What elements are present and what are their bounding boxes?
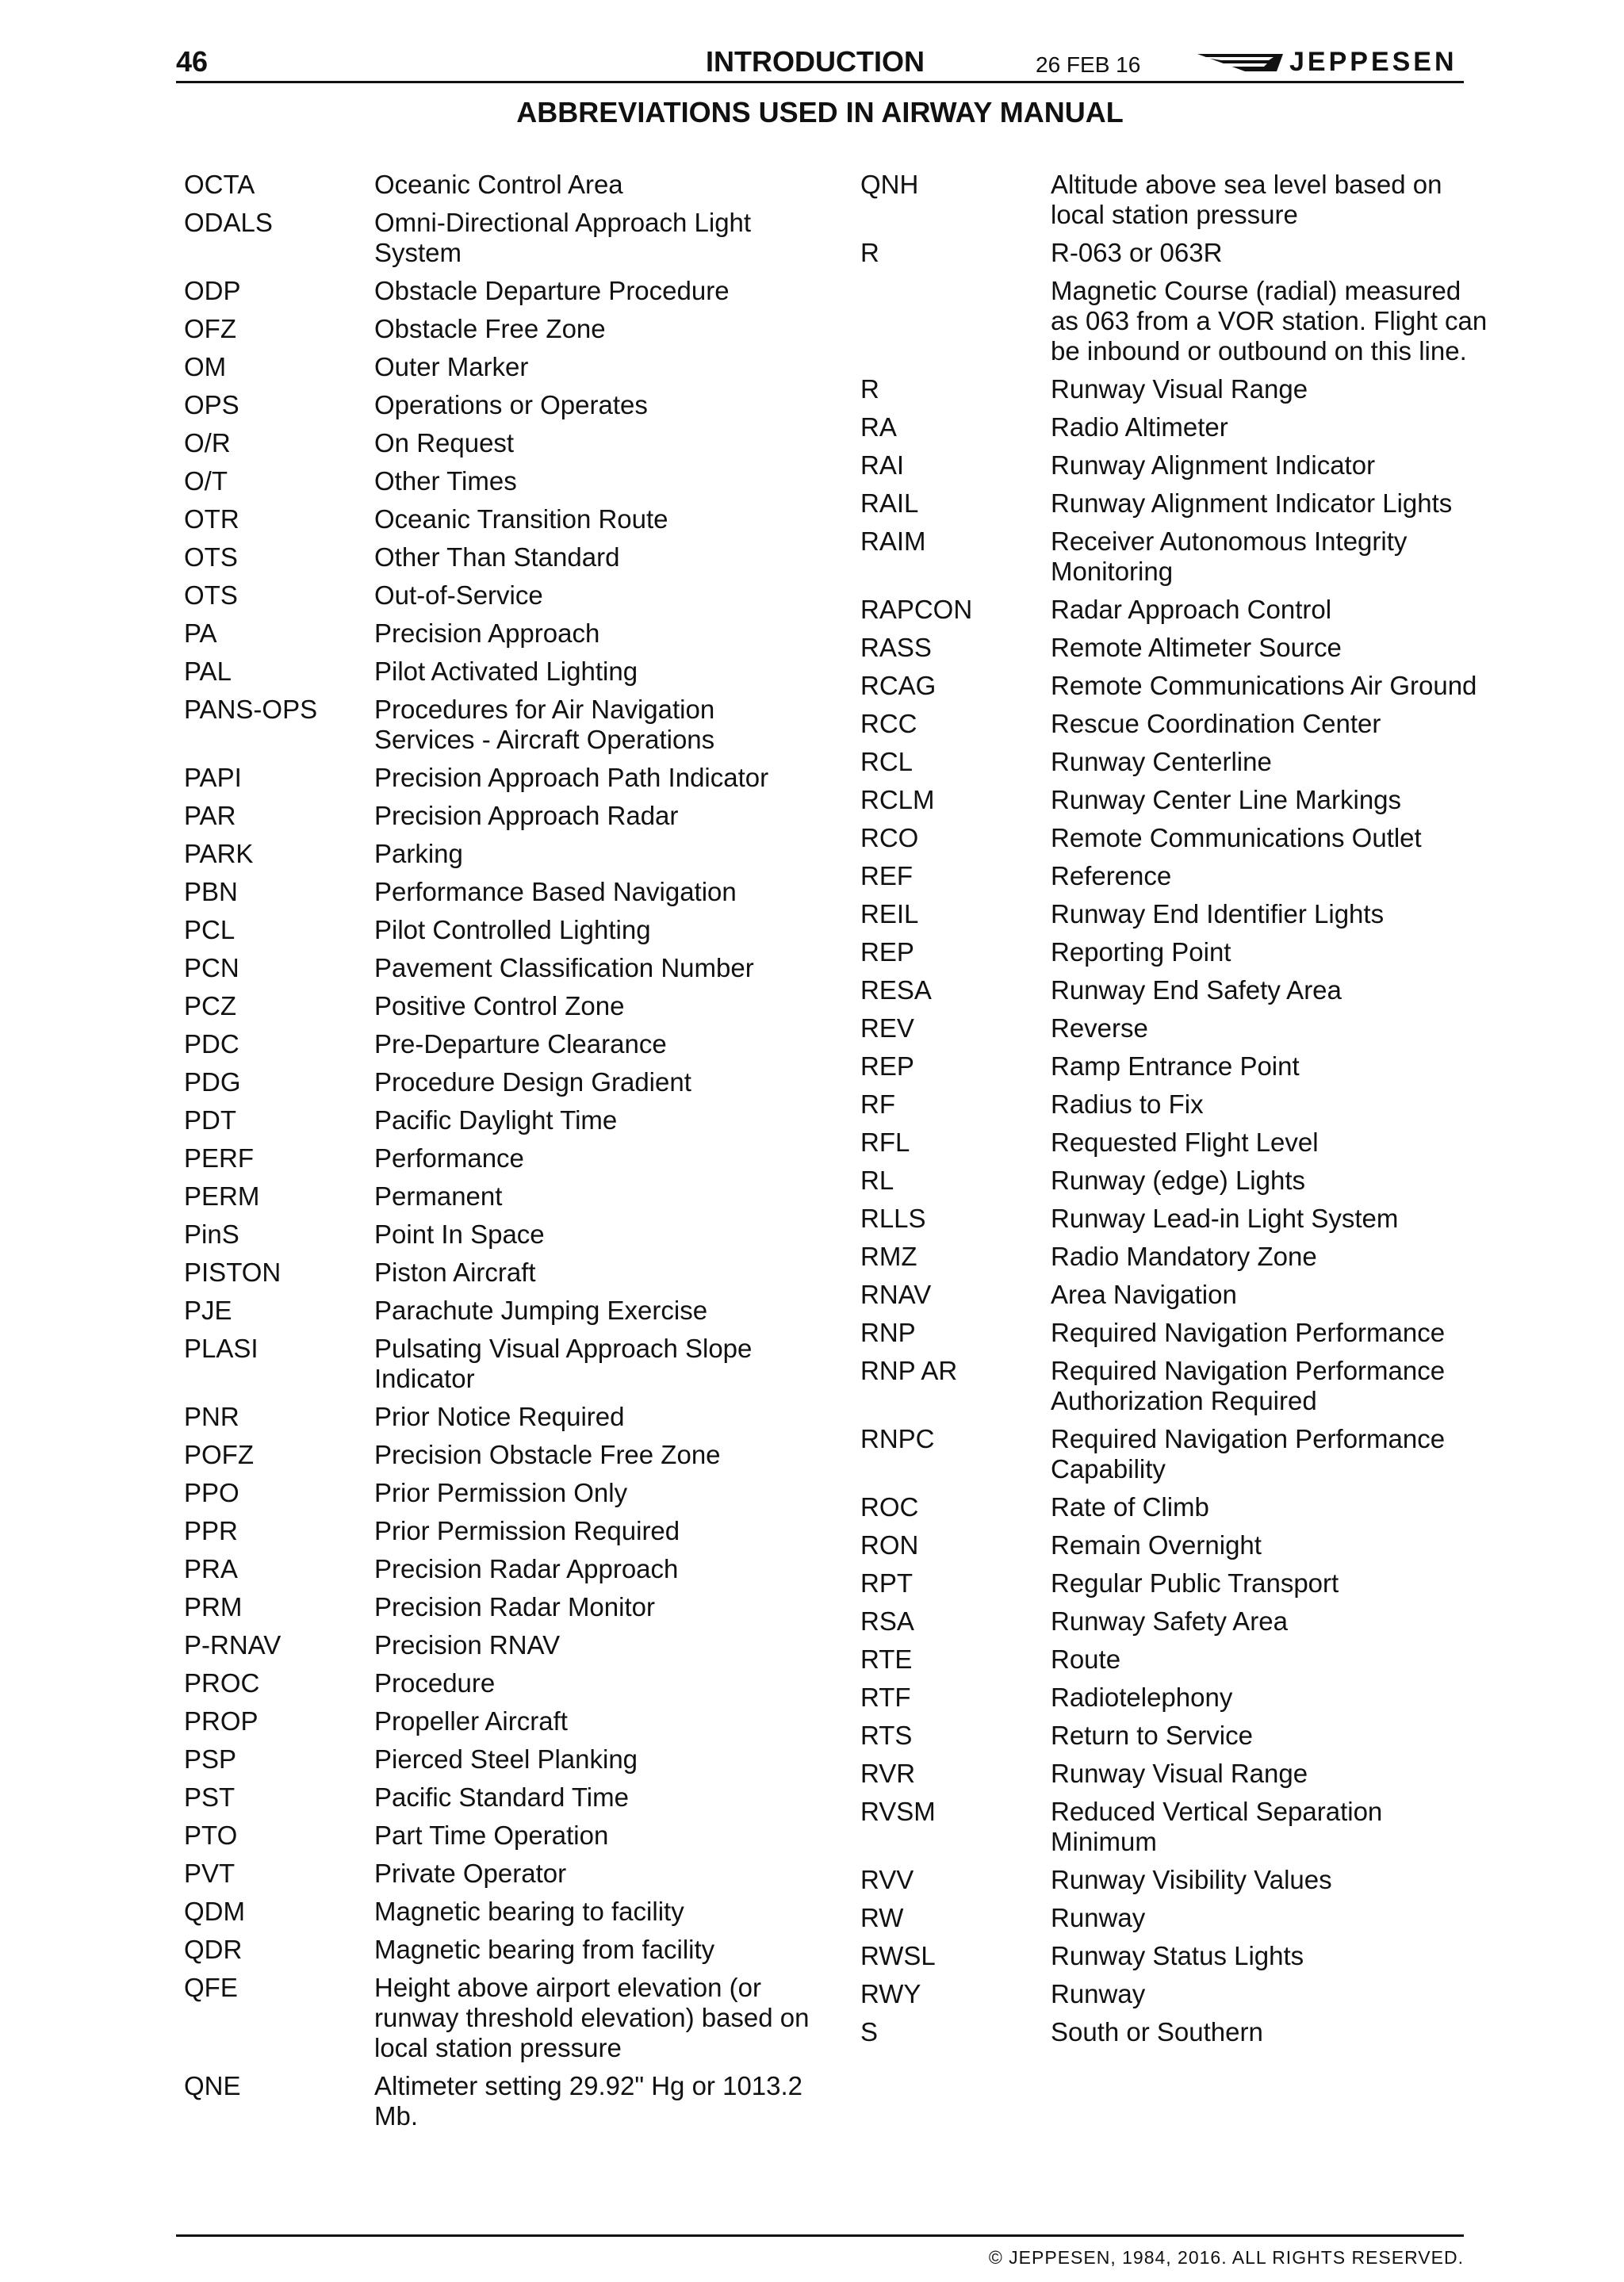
abbreviation-definition: Runway Alignment Indicator	[1051, 450, 1376, 480]
abbreviation-term: OTR	[184, 504, 239, 534]
logo-text: JEPPESEN	[1289, 47, 1457, 77]
abbreviation-term: PROP	[184, 1706, 259, 1736]
abbreviation-row	[184, 1440, 818, 1470]
abbreviation-term: PTO	[184, 1821, 238, 1850]
abbreviation-definition: Area Navigation	[1051, 1280, 1237, 1309]
abbreviation-row	[860, 1865, 1495, 1895]
abbreviation-definition: Parking	[374, 839, 463, 868]
abbreviation-row	[184, 1105, 818, 1135]
abbreviation-row	[184, 1258, 818, 1288]
section-title: INTRODUCTION	[706, 45, 925, 78]
abbreviation-term: OFZ	[184, 314, 236, 343]
abbreviation-definition: Propeller Aircraft	[374, 1706, 568, 1736]
abbreviation-definition: Radar Approach Control	[1051, 595, 1332, 624]
abbreviation-definition: Pacific Daylight Time	[374, 1105, 618, 1135]
abbreviation-row	[184, 1402, 818, 1432]
abbreviation-term: PAPI	[184, 763, 242, 792]
abbreviation-term: RVV	[860, 1865, 914, 1894]
abbreviation-row	[184, 1219, 818, 1250]
abbreviation-row	[860, 1356, 1495, 1416]
abbreviation-definition: Magnetic Course (radial) measured as 063 from a VOR station. Flight can be inbound or outbound on this line.	[1051, 276, 1488, 366]
abbreviation-term: PAL	[184, 657, 232, 686]
abbreviation-term: PLASI	[184, 1334, 259, 1363]
abbreviation-definition: Runway Center Line Markings	[1051, 785, 1402, 814]
abbreviation-definition: Radiotelephony	[1051, 1683, 1233, 1712]
abbreviation-term: REF	[860, 861, 913, 890]
right-column	[860, 170, 1495, 2055]
abbreviation-term: QNE	[184, 2071, 241, 2100]
abbreviation-term: RNP AR	[860, 1356, 958, 1385]
abbreviation-row	[184, 1782, 818, 1813]
abbreviation-definition: R-063 or 063R	[1051, 238, 1223, 267]
abbreviation-row	[184, 1859, 818, 1889]
abbreviation-term: PCN	[184, 953, 239, 982]
abbreviation-row	[184, 915, 818, 945]
revision-date: 26 FEB 16	[1036, 52, 1141, 77]
abbreviation-term: RCLM	[860, 785, 935, 814]
abbreviation-definition: Radius to Fix	[1051, 1089, 1204, 1119]
abbreviation-term: RL	[860, 1166, 894, 1195]
abbreviation-row	[860, 1166, 1495, 1196]
abbreviation-row	[860, 937, 1495, 967]
abbreviation-term: PPO	[184, 1478, 239, 1507]
abbreviation-row	[860, 1204, 1495, 1234]
abbreviation-row	[184, 1181, 818, 1212]
header-rule	[176, 81, 1464, 83]
abbreviation-row	[860, 861, 1495, 891]
abbreviation-definition: Runway (edge) Lights	[1051, 1166, 1306, 1195]
abbreviation-row	[860, 1089, 1495, 1120]
abbreviation-row	[860, 975, 1495, 1005]
abbreviation-term: PANS-OPS	[184, 695, 318, 724]
abbreviation-term: P-RNAV	[184, 1630, 282, 1660]
abbreviation-row	[184, 1592, 818, 1622]
abbreviation-row	[184, 1554, 818, 1584]
abbreviation-row	[184, 1706, 818, 1736]
abbreviation-definition: Procedure Design Gradient	[374, 1067, 691, 1097]
abbreviation-row	[184, 1897, 818, 1927]
abbreviation-term: PDG	[184, 1067, 241, 1097]
abbreviation-definition: Reporting Point	[1051, 937, 1231, 967]
abbreviation-row	[860, 785, 1495, 815]
abbreviation-term: R	[860, 374, 879, 404]
abbreviation-definition: South or Southern	[1051, 2017, 1263, 2047]
abbreviation-definition: Runway Visual Range	[1051, 374, 1308, 404]
abbreviation-definition: Required Navigation Performance Authorization Required	[1051, 1356, 1446, 1415]
abbreviation-definition: Runway Centerline	[1051, 747, 1272, 776]
abbreviation-term: PERM	[184, 1181, 260, 1211]
abbreviation-definition: Obstacle Departure Procedure	[374, 276, 730, 305]
abbreviation-row	[860, 1530, 1495, 1560]
abbreviation-definition: Runway Visual Range	[1051, 1759, 1308, 1788]
abbreviation-definition: Required Navigation Performance	[1051, 1318, 1446, 1347]
abbreviation-definition: Remote Communications Air Ground	[1051, 671, 1477, 700]
abbreviation-definition: Rescue Coordination Center	[1051, 709, 1381, 738]
abbreviation-definition: On Request	[374, 428, 515, 458]
abbreviation-term: OCTA	[184, 170, 255, 199]
abbreviation-term: RAPCON	[860, 595, 973, 624]
abbreviation-definition: Runway Lead-in Light System	[1051, 1204, 1399, 1233]
abbreviation-row	[184, 314, 818, 344]
abbreviation-row	[860, 374, 1495, 404]
abbreviation-definition: Pilot Activated Lighting	[374, 657, 638, 686]
abbreviation-term: PAR	[184, 801, 236, 830]
abbreviation-definition: Pilot Controlled Lighting	[374, 915, 651, 944]
abbreviation-row	[860, 1013, 1495, 1043]
abbreviation-definition: Required Navigation Performance Capability	[1051, 1424, 1446, 1484]
abbreviation-row	[184, 1630, 818, 1660]
abbreviation-term: RFL	[860, 1128, 910, 1157]
jeppesen-logo	[1197, 44, 1464, 79]
abbreviation-term: O/R	[184, 428, 231, 458]
abbreviation-row	[184, 542, 818, 572]
abbreviation-term: RTS	[860, 1721, 913, 1750]
abbreviation-definition: Reduced Vertical Separation Minimum	[1051, 1797, 1383, 1856]
abbreviation-definition: Rate of Climb	[1051, 1492, 1209, 1522]
abbreviation-row	[860, 747, 1495, 777]
abbreviation-definition: Permanent	[374, 1181, 503, 1211]
abbreviation-definition: Runway Visibility Values	[1051, 1865, 1332, 1894]
page-header	[176, 43, 1464, 81]
abbreviation-term: PCZ	[184, 991, 236, 1020]
abbreviation-term: OTS	[184, 542, 238, 572]
abbreviation-definition: Other Than Standard	[374, 542, 620, 572]
abbreviation-term: PARK	[184, 839, 254, 868]
abbreviation-definition: Return to Service	[1051, 1721, 1253, 1750]
abbreviation-definition: Runway Status Lights	[1051, 1941, 1304, 1970]
abbreviation-term: RAI	[860, 450, 905, 480]
abbreviation-term: OPS	[184, 390, 239, 419]
footer-rule	[176, 2234, 1464, 2237]
abbreviation-term: O/T	[184, 466, 228, 496]
abbreviation-term: RLLS	[860, 1204, 926, 1233]
abbreviation-row	[184, 276, 818, 306]
abbreviation-definition: Part Time Operation	[374, 1821, 609, 1850]
abbreviation-definition: Precision Approach Radar	[374, 801, 679, 830]
abbreviation-term: RASS	[860, 633, 932, 662]
abbreviation-row	[860, 170, 1495, 230]
abbreviation-row	[860, 1051, 1495, 1082]
abbreviation-row	[184, 1821, 818, 1851]
abbreviation-definition: Pre-Departure Clearance	[374, 1029, 667, 1059]
abbreviation-definition: Out-of-Service	[374, 580, 543, 610]
abbreviation-definition: Precision RNAV	[374, 1630, 561, 1660]
abbreviation-definition: Obstacle Free Zone	[374, 314, 606, 343]
abbreviation-term: ROC	[860, 1492, 919, 1522]
abbreviation-row	[184, 1744, 818, 1775]
abbreviation-term: RVSM	[860, 1797, 936, 1826]
abbreviation-row	[184, 352, 818, 382]
abbreviation-row	[860, 633, 1495, 663]
abbreviation-term: OM	[184, 352, 227, 381]
abbreviation-term: RCC	[860, 709, 917, 738]
abbreviation-row	[184, 504, 818, 534]
abbreviation-row	[184, 991, 818, 1021]
abbreviation-row	[860, 595, 1495, 625]
abbreviation-definition: Private Operator	[374, 1859, 567, 1888]
abbreviation-definition: Performance Based Navigation	[374, 877, 737, 906]
abbreviation-term: RON	[860, 1530, 919, 1560]
abbreviation-term: RNAV	[860, 1280, 932, 1309]
abbreviation-term: PNR	[184, 1402, 239, 1431]
abbreviation-row	[860, 1424, 1495, 1484]
abbreviation-term: RAIM	[860, 526, 926, 556]
abbreviation-row	[184, 695, 818, 755]
abbreviation-term: RA	[860, 412, 897, 442]
abbreviation-term: PISTON	[184, 1258, 282, 1287]
abbreviation-definition: Ramp Entrance Point	[1051, 1051, 1300, 1081]
abbreviation-term: R	[860, 238, 879, 267]
abbreviation-term: RPT	[860, 1568, 913, 1598]
abbreviation-term: POFZ	[184, 1440, 254, 1469]
abbreviation-definition: Precision Approach	[374, 618, 600, 648]
abbreviation-term: RCAG	[860, 671, 936, 700]
page-number: 46	[176, 45, 209, 78]
abbreviation-term: QFE	[184, 1973, 238, 2002]
abbreviation-definition: Altitude above sea level based on local station pressure	[1051, 170, 1442, 229]
abbreviation-term: PDC	[184, 1029, 239, 1059]
abbreviation-row	[860, 2017, 1495, 2047]
abbreviation-definition: Remote Altimeter Source	[1051, 633, 1342, 662]
abbreviation-term: PDT	[184, 1105, 236, 1135]
abbreviation-term: REIL	[860, 899, 919, 928]
abbreviation-term: QDR	[184, 1935, 243, 1964]
abbreviation-definition: Parachute Jumping Exercise	[374, 1296, 708, 1325]
abbreviation-term: PRA	[184, 1554, 238, 1583]
abbreviation-row	[184, 580, 818, 611]
abbreviation-definition: Altimeter setting 29.92" Hg or 1013.2 Mb.	[374, 2071, 803, 2131]
abbreviation-row	[860, 238, 1495, 268]
abbreviation-row	[184, 1973, 818, 2063]
abbreviation-term: RWSL	[860, 1941, 936, 1970]
abbreviation-row	[860, 1492, 1495, 1522]
abbreviation-definition: Reverse	[1051, 1013, 1148, 1043]
abbreviation-term: RF	[860, 1089, 895, 1119]
abbreviation-term: RCL	[860, 747, 914, 776]
abbreviation-row	[184, 657, 818, 687]
abbreviation-term: ODP	[184, 276, 241, 305]
abbreviation-definition: Operations or Operates	[374, 390, 648, 419]
abbreviation-definition: Outer Marker	[374, 352, 529, 381]
abbreviation-definition: Radio Altimeter	[1051, 412, 1228, 442]
abbreviation-definition: Positive Control Zone	[374, 991, 625, 1020]
abbreviation-term: PRM	[184, 1592, 243, 1622]
abbreviation-row	[860, 1606, 1495, 1637]
abbreviation-definition: Pavement Classification Number	[374, 953, 754, 982]
abbreviation-row	[860, 1644, 1495, 1675]
abbreviation-row	[860, 1941, 1495, 1971]
abbreviation-row	[184, 1516, 818, 1546]
abbreviation-row	[184, 208, 818, 268]
abbreviation-definition: Piston Aircraft	[374, 1258, 536, 1287]
abbreviation-row	[184, 877, 818, 907]
abbreviation-row	[860, 1568, 1495, 1599]
abbreviation-term: RMZ	[860, 1242, 917, 1271]
abbreviation-definition: Prior Permission Required	[374, 1516, 680, 1545]
abbreviation-row	[860, 450, 1495, 481]
abbreviation-row	[860, 412, 1495, 442]
abbreviation-row	[184, 953, 818, 983]
abbreviation-row	[860, 488, 1495, 519]
abbreviation-definition: Pacific Standard Time	[374, 1782, 629, 1812]
abbreviation-definition: Precision Approach Path Indicator	[374, 763, 769, 792]
abbreviation-definition: Requested Flight Level	[1051, 1128, 1319, 1157]
abbreviation-term: QNH	[860, 170, 919, 199]
left-column	[184, 170, 818, 2139]
abbreviation-definition: Remain Overnight	[1051, 1530, 1262, 1560]
abbreviation-definition: Runway End Identifier Lights	[1051, 899, 1385, 928]
abbreviation-row	[184, 1143, 818, 1174]
abbreviation-definition: Omni-Directional Approach Light System	[374, 208, 752, 267]
abbreviation-row	[860, 671, 1495, 701]
abbreviation-term: PinS	[184, 1219, 239, 1249]
abbreviation-definition: Magnetic bearing to facility	[374, 1897, 684, 1926]
abbreviation-definition: Oceanic Control Area	[374, 170, 623, 199]
abbreviation-term: RVR	[860, 1759, 916, 1788]
abbreviation-row	[860, 899, 1495, 929]
abbreviation-term: RESA	[860, 975, 932, 1005]
abbreviation-term: OTS	[184, 580, 238, 610]
abbreviation-row	[860, 526, 1495, 587]
abbreviation-definition: Pulsating Visual Approach Slope Indicator	[374, 1334, 753, 1393]
abbreviation-row	[860, 1721, 1495, 1751]
abbreviation-term: QDM	[184, 1897, 245, 1926]
abbreviation-row	[184, 466, 818, 496]
abbreviation-term: REP	[860, 1051, 914, 1081]
page-title: ABBREVIATIONS USED IN AIRWAY MANUAL	[516, 96, 1124, 128]
abbreviation-term: PBN	[184, 877, 238, 906]
abbreviation-term: RTF	[860, 1683, 911, 1712]
abbreviation-row	[184, 1935, 818, 1965]
wing-swoosh-icon	[1197, 51, 1285, 75]
abbreviation-definition: Runway End Safety Area	[1051, 975, 1342, 1005]
abbreviation-definition: Height above airport elevation (or runway threshold elevation) based on local station pressure	[374, 1973, 810, 2062]
abbreviation-definition: Prior Notice Required	[374, 1402, 625, 1431]
abbreviation-definition: Procedure	[374, 1668, 496, 1698]
abbreviation-term: ODALS	[184, 208, 273, 237]
abbreviation-definition: Prior Permission Only	[374, 1478, 628, 1507]
abbreviation-term: PVT	[184, 1859, 236, 1888]
abbreviation-row	[184, 618, 818, 649]
abbreviation-term: RNPC	[860, 1424, 935, 1453]
abbreviation-definition: Oceanic Transition Route	[374, 504, 668, 534]
abbreviation-term: PSP	[184, 1744, 237, 1774]
abbreviation-row	[860, 1242, 1495, 1272]
abbreviation-row	[184, 1478, 818, 1508]
abbreviation-row	[860, 276, 1495, 366]
abbreviation-row	[860, 1759, 1495, 1789]
abbreviation-definition: Runway Alignment Indicator Lights	[1051, 488, 1453, 518]
abbreviation-definition: Radio Mandatory Zone	[1051, 1242, 1317, 1271]
abbreviation-definition: Precision Radar Monitor	[374, 1592, 655, 1622]
abbreviation-row	[184, 1029, 818, 1059]
abbreviation-row	[860, 1280, 1495, 1310]
abbreviation-definition: Regular Public Transport	[1051, 1568, 1339, 1598]
abbreviation-definition: Route	[1051, 1644, 1121, 1674]
abbreviation-definition: Reference	[1051, 861, 1172, 890]
abbreviation-definition: Point In Space	[374, 1219, 545, 1249]
abbreviation-row	[184, 1668, 818, 1698]
abbreviation-definition: Precision Radar Approach	[374, 1554, 679, 1583]
abbreviation-definition: Runway Safety Area	[1051, 1606, 1288, 1636]
abbreviation-term: PERF	[184, 1143, 255, 1173]
abbreviation-row	[184, 390, 818, 420]
abbreviation-term: RNP	[860, 1318, 916, 1347]
abbreviation-definition: Pierced Steel Planking	[374, 1744, 638, 1774]
abbreviation-row	[860, 1797, 1495, 1857]
abbreviation-row	[860, 823, 1495, 853]
abbreviation-row	[184, 839, 818, 869]
abbreviation-row	[184, 1296, 818, 1326]
abbreviation-definition: Other Times	[374, 466, 517, 496]
abbreviation-term: REP	[860, 937, 914, 967]
abbreviation-row	[860, 1903, 1495, 1933]
abbreviation-term: RWY	[860, 1979, 921, 2008]
abbreviation-row	[184, 428, 818, 458]
abbreviation-definition: Performance	[374, 1143, 524, 1173]
abbreviation-term: RCO	[860, 823, 919, 852]
abbreviation-row	[860, 1979, 1495, 2009]
abbreviation-definition: Magnetic bearing from facility	[374, 1935, 715, 1964]
abbreviation-term: REV	[860, 1013, 914, 1043]
abbreviation-row	[184, 763, 818, 793]
abbreviation-row	[184, 170, 818, 200]
abbreviation-term: RSA	[860, 1606, 914, 1636]
abbreviation-definition: Runway	[1051, 1979, 1146, 2008]
abbreviation-term: S	[860, 2017, 879, 2047]
abbreviation-term: PA	[184, 618, 217, 648]
abbreviation-row	[184, 801, 818, 831]
abbreviation-definition: Receiver Autonomous Integrity Monitoring	[1051, 526, 1408, 586]
abbreviation-term: RTE	[860, 1644, 913, 1674]
abbreviation-definition: Remote Communications Outlet	[1051, 823, 1422, 852]
abbreviation-row	[860, 1683, 1495, 1713]
abbreviation-definition: Runway	[1051, 1903, 1146, 1932]
abbreviation-row	[860, 1318, 1495, 1348]
abbreviation-row	[184, 1067, 818, 1097]
abbreviation-term: PROC	[184, 1668, 260, 1698]
abbreviation-term: PPR	[184, 1516, 238, 1545]
abbreviation-definition: Precision Obstacle Free Zone	[374, 1440, 721, 1469]
abbreviation-term: RAIL	[860, 488, 919, 518]
abbreviation-row	[860, 1128, 1495, 1158]
abbreviation-term: PCL	[184, 915, 236, 944]
abbreviation-term: PST	[184, 1782, 236, 1812]
abbreviation-term	[860, 276, 1051, 366]
copyright-notice: © JEPPESEN, 1984, 2016. ALL RIGHTS RESERVED.	[988, 2247, 1464, 2268]
abbreviation-term: PJE	[184, 1296, 232, 1325]
abbreviation-term: RW	[860, 1903, 904, 1932]
abbreviation-definition: Procedures for Air Navigation Services - Aircraft Operations	[374, 695, 715, 754]
abbreviation-row	[184, 1334, 818, 1394]
abbreviation-row	[860, 709, 1495, 739]
abbreviation-row	[184, 2071, 818, 2131]
